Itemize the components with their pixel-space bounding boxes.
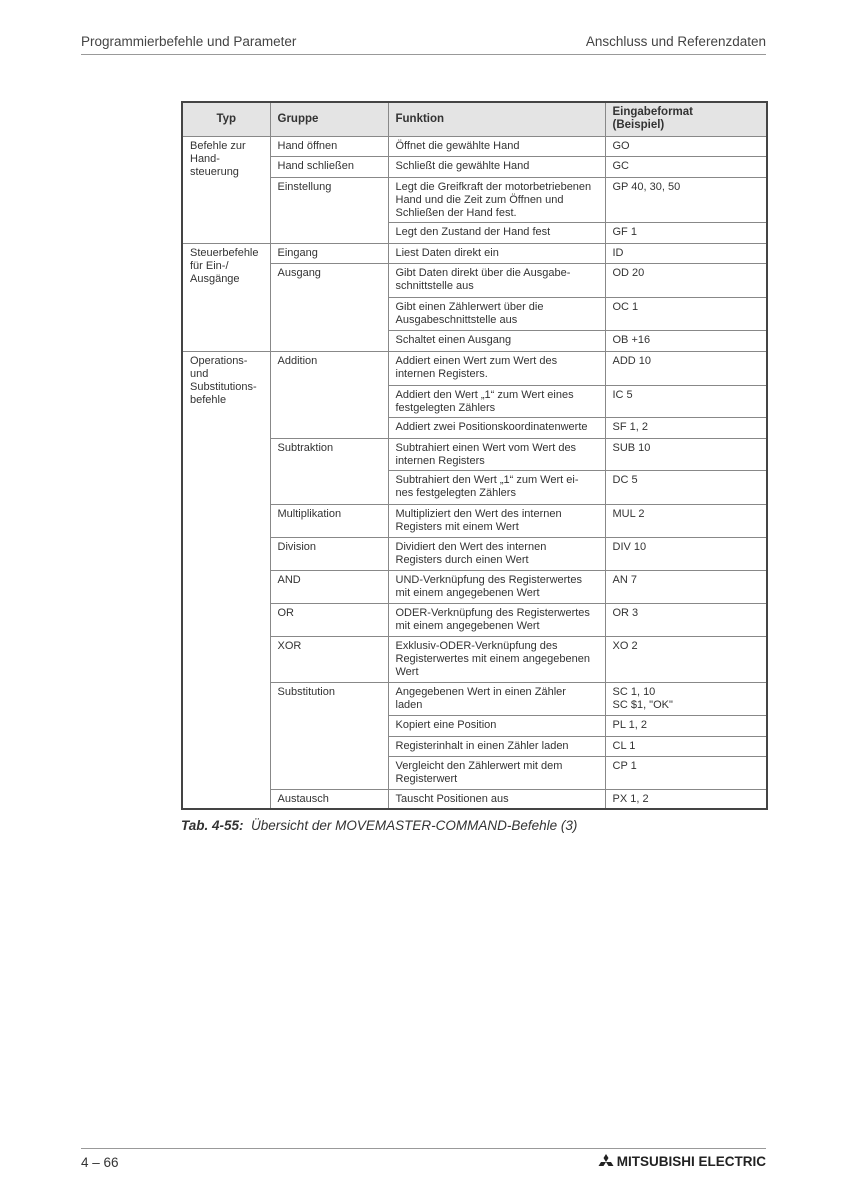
cell-eingabeformat: OR 3 bbox=[605, 603, 767, 636]
cell-funktion: ODER-Verknüpfung des Registerwertes mit einem angegebenen Wert bbox=[388, 603, 605, 636]
table-row bbox=[182, 603, 767, 636]
caption-text: Übersicht der MOVEMASTER-COMMAND-Befehle (3) bbox=[251, 818, 578, 833]
cell-eingabeformat: PL 1, 2 bbox=[605, 715, 767, 736]
cell-funktion: Legt die Greifkraft der motorbetriebenen Hand und die Zeit zum Öffnen und Schließen der Hand fest. bbox=[388, 177, 605, 222]
cell-eingabeformat: GO bbox=[605, 136, 767, 156]
cell-eingabeformat: ADD 10 bbox=[605, 351, 767, 385]
cell-eingabeformat: ID bbox=[605, 243, 767, 263]
cell-eingabeformat: CL 1 bbox=[605, 736, 767, 756]
column-header-typ: Typ bbox=[182, 102, 270, 136]
footer-rule bbox=[81, 1148, 766, 1149]
table-row bbox=[182, 156, 767, 177]
cell-gruppe: AND bbox=[270, 570, 388, 603]
cell-funktion: Schließt die gewählte Hand bbox=[388, 156, 605, 177]
cell-typ: Befehle zur Hand- steuerung bbox=[182, 136, 270, 243]
cell-eingabeformat: SUB 10 bbox=[605, 438, 767, 470]
table-row bbox=[182, 263, 767, 297]
cell-funktion: Schaltet einen Ausgang bbox=[388, 330, 605, 351]
cell-eingabeformat: IC 5 bbox=[605, 385, 767, 417]
cell-eingabeformat: MUL 2 bbox=[605, 504, 767, 537]
table-header-row bbox=[182, 102, 767, 136]
cell-eingabeformat: GP 40, 30, 50 bbox=[605, 177, 767, 222]
cell-eingabeformat: SF 1, 2 bbox=[605, 417, 767, 438]
command-table bbox=[181, 101, 768, 810]
cell-eingabeformat: SC 1, 10 SC $1, "OK" bbox=[605, 682, 767, 715]
cell-gruppe: Hand öffnen bbox=[270, 136, 388, 156]
cell-gruppe: Austausch bbox=[270, 789, 388, 809]
cell-gruppe: Division bbox=[270, 537, 388, 570]
cell-funktion: Subtrahiert einen Wert vom Wert des internen Registers bbox=[388, 438, 605, 470]
cell-gruppe: Subtraktion bbox=[270, 438, 388, 504]
column-header-funktion: Funktion bbox=[388, 102, 605, 136]
cell-funktion: Registerinhalt in einen Zähler laden bbox=[388, 736, 605, 756]
caption-label: Tab. 4-55: bbox=[181, 818, 244, 833]
cell-funktion: Addiert einen Wert zum Wert des internen Registers. bbox=[388, 351, 605, 385]
table-caption bbox=[181, 818, 577, 833]
cell-funktion: Legt den Zustand der Hand fest bbox=[388, 222, 605, 243]
column-header-gruppe: Gruppe bbox=[270, 102, 388, 136]
table-row bbox=[182, 177, 767, 222]
table-row bbox=[182, 351, 767, 385]
cell-gruppe: OR bbox=[270, 603, 388, 636]
cell-eingabeformat: DC 5 bbox=[605, 470, 767, 504]
table-row bbox=[182, 682, 767, 715]
cell-funktion: Addiert den Wert „1“ zum Wert eines festgelegten Zählers bbox=[388, 385, 605, 417]
running-header-right: Anschluss und Referenzdaten bbox=[585, 34, 766, 49]
table-row bbox=[182, 243, 767, 263]
cell-funktion: Gibt Daten direkt über die Ausgabe- schnittstelle aus bbox=[388, 263, 605, 297]
cell-funktion: Angegebenen Wert in einen Zähler laden bbox=[388, 682, 605, 715]
cell-funktion: Addiert zwei Positionskoordinatenwerte bbox=[388, 417, 605, 438]
table-row bbox=[182, 570, 767, 603]
column-header-eingabeformat: Eingabeformat (Beispiel) bbox=[605, 102, 767, 136]
cell-funktion: Kopiert eine Position bbox=[388, 715, 605, 736]
cell-gruppe: Addition bbox=[270, 351, 388, 438]
cell-funktion: Dividiert den Wert des internen Registers durch einen Wert bbox=[388, 537, 605, 570]
table-row bbox=[182, 537, 767, 570]
cell-eingabeformat: GC bbox=[605, 156, 767, 177]
cell-funktion: Exklusiv-ODER-Verknüpfung des Registerwertes mit einem angegebenen Wert bbox=[388, 636, 605, 682]
page-number: 4 – 66 bbox=[81, 1155, 119, 1170]
cell-funktion: Öffnet die gewählte Hand bbox=[388, 136, 605, 156]
cell-eingabeformat: OD 20 bbox=[605, 263, 767, 297]
cell-gruppe: Multiplikation bbox=[270, 504, 388, 537]
cell-eingabeformat: XO 2 bbox=[605, 636, 767, 682]
header-rule bbox=[81, 54, 766, 55]
cell-eingabeformat: PX 1, 2 bbox=[605, 789, 767, 809]
cell-funktion: Vergleicht den Zählerwert mit dem Registerwert bbox=[388, 756, 605, 789]
brand-logo bbox=[597, 1154, 766, 1169]
cell-typ: Operations- und Substitutions- befehle bbox=[182, 351, 270, 809]
running-header-left: Programmierbefehle und Parameter bbox=[81, 34, 297, 49]
cell-eingabeformat: GF 1 bbox=[605, 222, 767, 243]
cell-gruppe: XOR bbox=[270, 636, 388, 682]
cell-typ: Steuerbefehle für Ein-/ Ausgänge bbox=[182, 243, 270, 351]
cell-eingabeformat: OB +16 bbox=[605, 330, 767, 351]
cell-funktion: Subtrahiert den Wert „1“ zum Wert ei- nes festgelegten Zählers bbox=[388, 470, 605, 504]
table-row bbox=[182, 504, 767, 537]
table-row bbox=[182, 636, 767, 682]
cell-eingabeformat: AN 7 bbox=[605, 570, 767, 603]
cell-funktion: Multipliziert den Wert des internen Registers mit einem Wert bbox=[388, 504, 605, 537]
cell-funktion: Liest Daten direkt ein bbox=[388, 243, 605, 263]
cell-funktion: Gibt einen Zählerwert über die Ausgabeschnittstelle aus bbox=[388, 297, 605, 330]
cell-gruppe: Substitution bbox=[270, 682, 388, 789]
cell-gruppe: Einstellung bbox=[270, 177, 388, 243]
table-row bbox=[182, 136, 767, 156]
cell-eingabeformat: DIV 10 bbox=[605, 537, 767, 570]
brand-name: MITSUBISHI ELECTRIC bbox=[616, 1154, 766, 1169]
mitsubishi-diamonds-icon bbox=[597, 1154, 615, 1169]
cell-funktion: Tauscht Positionen aus bbox=[388, 789, 605, 809]
cell-eingabeformat: CP 1 bbox=[605, 756, 767, 789]
cell-eingabeformat: OC 1 bbox=[605, 297, 767, 330]
cell-funktion: UND-Verknüpfung des Registerwertes mit einem angegebenen Wert bbox=[388, 570, 605, 603]
table-row bbox=[182, 438, 767, 470]
cell-gruppe: Hand schließen bbox=[270, 156, 388, 177]
cell-gruppe: Ausgang bbox=[270, 263, 388, 351]
table-row bbox=[182, 789, 767, 809]
cell-gruppe: Eingang bbox=[270, 243, 388, 263]
